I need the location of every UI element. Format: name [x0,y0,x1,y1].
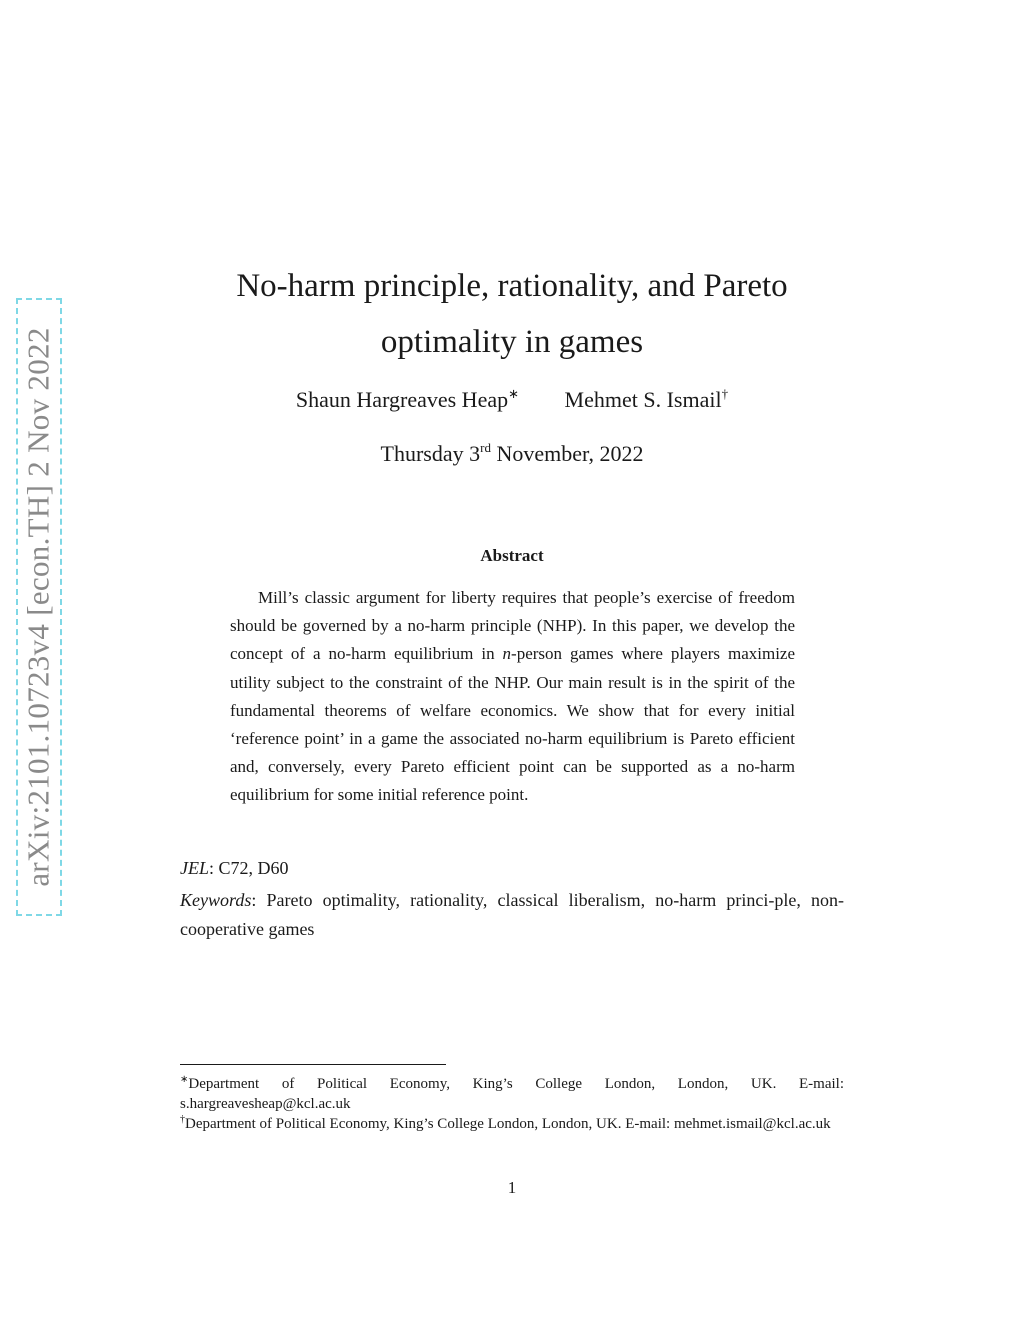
author-2 [565,386,729,413]
author-1 [296,386,519,413]
abstract-text-before: Mill’s classic argument for liberty requires that people’s exercise of freedom should be governed by a no-harm principle (NHP). In this paper, we develop the concept of a no-harm equilibrium in [230,588,795,664]
footnote-1-mark: ∗ [180,1074,189,1085]
abstract-heading: Abstract [480,546,544,565]
jel-label: JEL [180,858,209,878]
author-2-name: Mehmet S. Ismail [564,387,722,412]
date-rest: November, 2022 [490,441,644,466]
abstract-italic-n: n [502,644,512,664]
keywords-text: : Pareto optimality, rationality, classical liberalism, no-harm princi-ple, non-cooperative games [180,890,844,939]
footnote-2-text: Department of Political Economy, King’s College London, London, UK. E-mail: mehmet.ismail@kcl.ac.uk [185,1116,831,1132]
footnote-2 [180,1110,844,1134]
authors [180,386,844,413]
abstract-body [230,584,795,810]
page-number: 1 [507,1178,517,1197]
footnote-rule [180,1064,446,1065]
abstract-text-after: -person games where players maximize utility subject to the constraint of the NHP. Our main result is in the spirit of the fundamental theorems of welfare economics. We show that for every initial ‘reference point’ in a game the associated no-harm equilibrium is Pareto efficient and, conversely, every Pareto efficient point can be supported as a no-harm equilibrium for some initial reference point. [230,644,796,805]
jel-codes [180,858,289,879]
keywords [180,886,844,944]
author-1-name: Shaun Hargreaves Heap [295,387,509,412]
date-prefix: Thursday 3 [380,441,481,466]
paper-title [180,258,844,370]
paper-date [180,440,844,467]
arxiv-stamp [16,298,62,916]
title-line-1: No-harm principle, rationality, and Pareto [236,268,788,304]
keywords-label: Keywords [180,890,252,910]
arxiv-id: arXiv:2101.10723v4 [econ.TH] 2 Nov 2022 [21,327,56,887]
footnote-1 [180,1070,844,1114]
footnote-1-text: Department of Political Economy, King’s College London, London, UK. E-mail: s.hargreavesheap@kcl.ac.uk [180,1076,844,1112]
author-1-mark: ∗ [508,386,520,401]
date-suffix: rd [480,440,491,455]
title-line-2: optimality in games [380,324,644,360]
footnote-2-mark: † [180,1114,185,1125]
jel-values: : C72, D60 [209,858,289,878]
author-2-mark: † [721,386,729,401]
